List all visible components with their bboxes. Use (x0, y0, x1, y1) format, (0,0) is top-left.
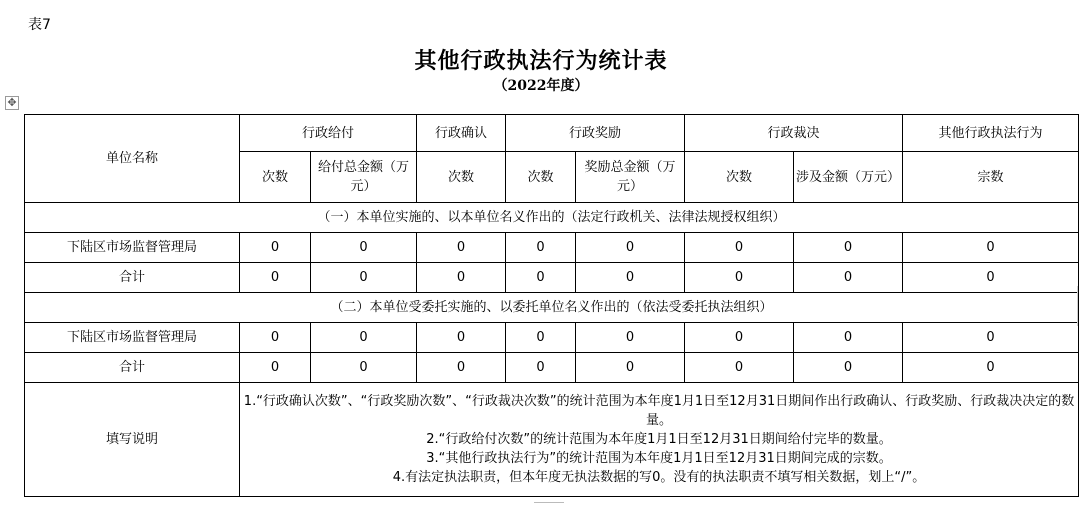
section-2-title: （二）本单位受委托实施的、以委托单位名义作出的（依法受委托执法组织） (25, 293, 1079, 323)
value-cell: 0 (311, 233, 417, 263)
value-cell: 0 (903, 323, 1079, 353)
payment-count-header: 次数 (240, 152, 311, 203)
value-cell: 0 (506, 263, 576, 293)
value-cell: 0 (240, 263, 311, 293)
note-line-2: 2.“行政给付次数”的统计范围为本年度1月1日至12月31日期间给付完毕的数量。 (426, 432, 892, 447)
ruling-header: 行政裁决 (685, 115, 903, 152)
value-cell: 0 (685, 263, 794, 293)
total-row (25, 263, 1079, 293)
section-1-title: （一）本单位实施的、以本单位名义作出的（法定行政机关、法律法规授权组织） (25, 203, 1079, 233)
unit-name-cell: 下陆区市场监督管理局 (25, 323, 240, 353)
reward-header: 行政奖励 (506, 115, 685, 152)
payment-amount-header: 给付总金额（万元） (311, 152, 417, 203)
note-line-4: 4.有法定执法职责，但本年度无执法数据的写0。没有的执法职责不填写相关数据，划上“/”。 (392, 470, 926, 485)
value-cell: 0 (903, 233, 1079, 263)
total-row (25, 353, 1079, 383)
value-cell: 0 (576, 233, 685, 263)
value-cell: 0 (506, 353, 576, 383)
page-subtitle: （2022年度） (493, 78, 589, 94)
value-cell: 0 (903, 263, 1079, 293)
value-cell: 0 (794, 353, 903, 383)
note-line-1: 1.“行政确认次数”、“行政奖励次数”、“行政裁决次数”的统计范围为本年度1月1日至12月31日期间作出行政确认、行政奖励、行政裁决决定的数量。 (243, 394, 1075, 428)
value-cell: 0 (506, 233, 576, 263)
value-cell: 0 (794, 233, 903, 263)
reward-amount-header: 奖励总金额（万元） (576, 152, 685, 203)
payment-header: 行政给付 (240, 115, 417, 152)
statistics-table (24, 114, 1079, 497)
table-number-label: 表7 (28, 17, 51, 33)
value-cell: 0 (417, 263, 506, 293)
note-line-3: 3.“其他行政执法行为”的统计范围为本年度1月1日至12月31日期间完成的宗数。 (426, 451, 892, 466)
confirm-count-header: 次数 (417, 152, 506, 203)
value-cell: 0 (685, 323, 794, 353)
ruling-amount-header: 涉及金额（万元） (794, 152, 903, 203)
value-cell: 0 (311, 323, 417, 353)
total-label-cell: 合计 (25, 263, 240, 293)
value-cell: 0 (417, 233, 506, 263)
scrollbar-edge[interactable] (1077, 286, 1082, 326)
page-title: 其他行政执法行为统计表 (414, 48, 668, 74)
total-label-cell: 合计 (25, 353, 240, 383)
ruling-count-header: 次数 (685, 152, 794, 203)
value-cell: 0 (903, 353, 1079, 383)
value-cell: 0 (576, 353, 685, 383)
value-cell: 0 (576, 263, 685, 293)
notes-label: 填写说明 (25, 383, 240, 497)
value-cell: 0 (794, 323, 903, 353)
value-cell: 0 (240, 323, 311, 353)
notes-content (240, 383, 1079, 497)
page-edge-marker (534, 502, 564, 507)
unit-name-cell: 下陆区市场监督管理局 (25, 233, 240, 263)
other-enforcement-header: 其他行政执法行为 (903, 115, 1079, 152)
table-row (25, 233, 1079, 263)
value-cell: 0 (794, 263, 903, 293)
value-cell: 0 (685, 233, 794, 263)
value-cell: 0 (311, 353, 417, 383)
value-cell: 0 (417, 323, 506, 353)
value-cell: 0 (240, 353, 311, 383)
confirm-header: 行政确认 (417, 115, 506, 152)
value-cell: 0 (576, 323, 685, 353)
table-move-handle-icon[interactable]: ✥ (5, 96, 19, 110)
unit-name-header: 单位名称 (25, 115, 240, 203)
value-cell: 0 (685, 353, 794, 383)
other-cases-header: 宗数 (903, 152, 1079, 203)
value-cell: 0 (240, 233, 311, 263)
value-cell: 0 (417, 353, 506, 383)
value-cell: 0 (311, 263, 417, 293)
table-row (25, 323, 1079, 353)
value-cell: 0 (506, 323, 576, 353)
reward-count-header: 次数 (506, 152, 576, 203)
